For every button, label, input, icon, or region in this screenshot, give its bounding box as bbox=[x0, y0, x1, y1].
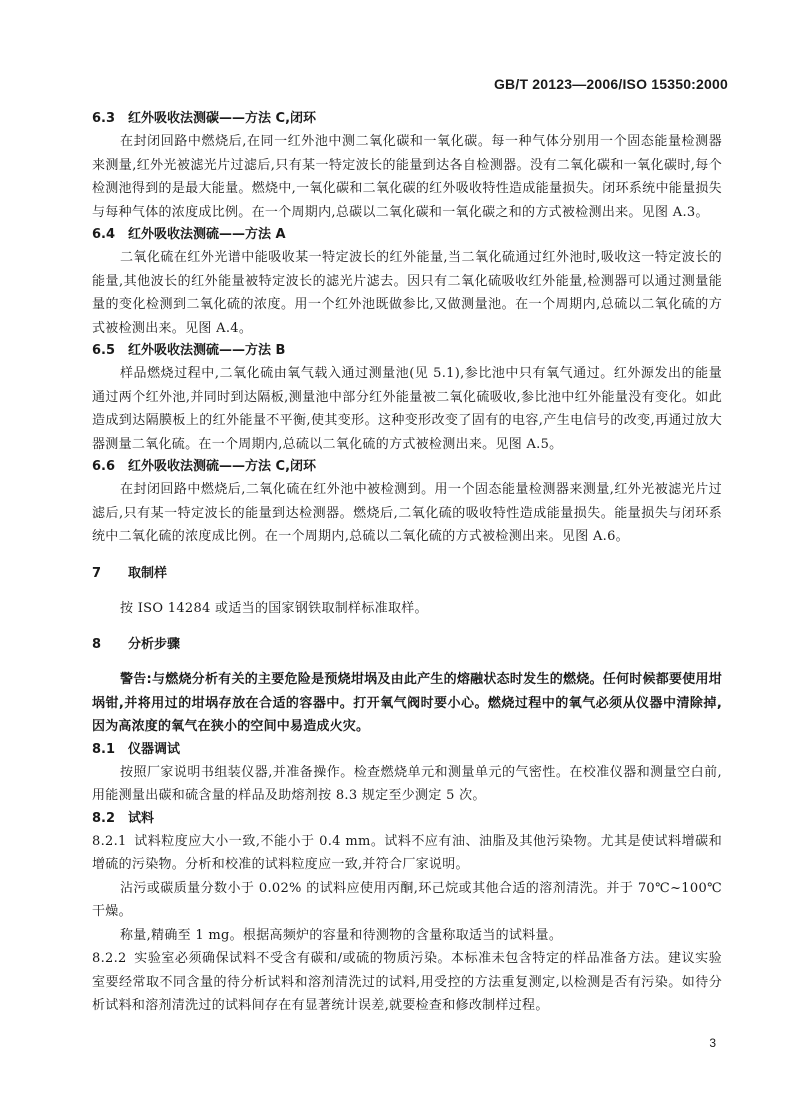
page-number: 3 bbox=[709, 1036, 716, 1050]
section-heading-8-1 bbox=[92, 739, 722, 761]
section-text-8-1: 按照厂家说明书组装仪器,并准备操作。检查燃烧单元和测量单元的气密性。在校准仪器和测量空白前,用能测量出碳和硫含量的样品及助熔剂按 8.3 规定至少测定 5 次。 bbox=[92, 764, 722, 803]
clause-8-2-1-text2: 沾污或碳质量分数小于 0.02% 的试料应使用丙酮,环己烷或其他合适的溶剂清洗。并于 70℃~100℃干燥。 bbox=[92, 880, 722, 919]
chapter-number: 8 bbox=[92, 637, 102, 652]
section-number: 6.5 bbox=[92, 343, 116, 358]
clause-number: 8.2.2 bbox=[92, 951, 127, 966]
section-number: 8.2 bbox=[92, 810, 116, 826]
section-title: 红外吸收法测硫——方法 A bbox=[128, 227, 286, 242]
section-heading-8-2 bbox=[92, 808, 722, 830]
section-text-6-4: 二氧化硫在红外光谱中能吸收某一特定波长的红外能量,当二氧化硫通过红外池时,吸收这一特定波长的能量,其他波长的红外能量被特定波长的滤光片滤去。因只有二氧化硫吸收红外能量,检测器可以通过测量能量的变化检测到二氧化硫的浓度。用一个红外池既做参比,又做测量池。在一个周期内,总硫以二氧化硫的方式被检测出来。见图 A.4。 bbox=[92, 250, 722, 336]
section-text-6-6: 在封闭回路中燃烧后,二氧化硫在红外池中被检测到。用一个固态能量检测器来测量,红外光被滤光片过滤后,只有某一特定波长的能量到达检测器。燃烧后,二氧化硫的吸收特性造成能量损失。能量损失与闭环系统中二氧化硫的浓度成比例。在一个周期内,总硫以二氧化硫的方式被检测出来。见图 A.6。 bbox=[92, 482, 722, 544]
chapter-heading-8 bbox=[92, 634, 722, 656]
clause-text: 试料粒度应大小一致,不能小于 0.4 mm。试料不应有油、油脂及其他污染物。尤其是使试料增碳和增硫的污染物。分析和校准的试料粒度应一致,并符合厂家说明。 bbox=[92, 833, 722, 872]
section-title: 红外吸收法测硫——方法 B bbox=[128, 343, 286, 358]
section-heading-6-5 bbox=[92, 340, 722, 362]
section-number: 6.4 bbox=[92, 227, 116, 242]
safety-warning: 警告:与燃烧分析有关的主要危险是预烧坩埚及由此产生的熔融状态时发生的燃烧。任何时候都要使用坩埚钳,并将用过的坩埚存放在合适的容器中。打开氧气阀时要小心。燃烧过程中的氧气必须从仪器中清除掉,因为高浓度的氧气在狭小的空间中易造成火灾。 bbox=[92, 672, 722, 734]
chapter-title: 取制样 bbox=[128, 565, 168, 581]
section-text-6-3: 在封闭回路中燃烧后,在同一红外池中测二氧化碳和一氧化碳。每一种气体分别用一个固态能量检测器来测量,红外光被滤光片过滤后,只有某一特定波长的能量到达各自检测器。没有二氧化碳和一氧化碳时,每个检测池得到的是最大能量。燃烧中,一氧化碳和二氧化碳的红外吸收特性造成能量损失。闭环系统中能量损失与每种气体的浓度成比例。在一个周期内,总碳以二氧化碳和一氧化碳之和的方式被检测出来。见图 A.3。 bbox=[92, 134, 722, 220]
chapter-text-7: 按 ISO 14284 或适当的国家钢铁取制样标准取样。 bbox=[120, 600, 428, 616]
section-title: 红外吸收法测碳——方法 C,闭环 bbox=[128, 111, 317, 126]
chapter-number: 7 bbox=[92, 565, 102, 581]
chapter-title: 分析步骤 bbox=[128, 637, 181, 652]
section-heading-6-6 bbox=[92, 456, 722, 478]
clause-8-2-2 bbox=[92, 947, 722, 1018]
section-heading-6-3 bbox=[92, 108, 722, 130]
clause-8-2-1 bbox=[92, 830, 722, 877]
clause-8-2-1-text3: 称量,精确至 1 mg。根据高频炉的容量和待测物的含量称取适当的试料量。 bbox=[120, 927, 563, 943]
section-heading-6-4 bbox=[92, 224, 722, 246]
document-body bbox=[92, 108, 722, 1018]
section-number: 8.1 bbox=[92, 741, 116, 757]
section-number: 6.3 bbox=[92, 111, 116, 126]
section-title: 红外吸收法测硫——方法 C,闭环 bbox=[128, 459, 317, 474]
section-title: 仪器调试 bbox=[128, 741, 181, 757]
chapter-heading-7 bbox=[92, 563, 722, 585]
section-text-6-5: 样品燃烧过程中,二氧化硫由氧气载入通过测量池(见 5.1),参比池中只有氧气通过。红外源发出的能量通过两个红外池,并同时到达隔板,测量池中部分红外能量被二氧化硫吸收,参比池中红外能量没有变化。如此造成到达隔膜板上的红外能量不平衡,使其变形。这种变形改变了固有的电容,产生电信号的改变,再通过放大器测量二氧化硫。在一个周期内,总硫以二氧化硫的方式被检测出来。见图 A.5。 bbox=[92, 366, 722, 452]
section-number: 6.6 bbox=[92, 459, 116, 474]
clause-text: 实验室必须确保试料不受含有碳和/或硫的物质污染。本标准未包含特定的样品准备方法。建议实验室要经常取不同含量的待分析试料和溶剂清洗过的试料,用受控的方法重复测定,以检测是否有污染。如待分析试料和溶剂清洗过的试料间存在有显著统计误差,就要检查和修改制样过程。 bbox=[92, 951, 722, 1013]
standard-number: GB/T 20123—2006/ISO 15350:2000 bbox=[493, 76, 728, 92]
clause-number: 8.2.1 bbox=[92, 833, 127, 849]
section-title: 试料 bbox=[128, 810, 155, 826]
